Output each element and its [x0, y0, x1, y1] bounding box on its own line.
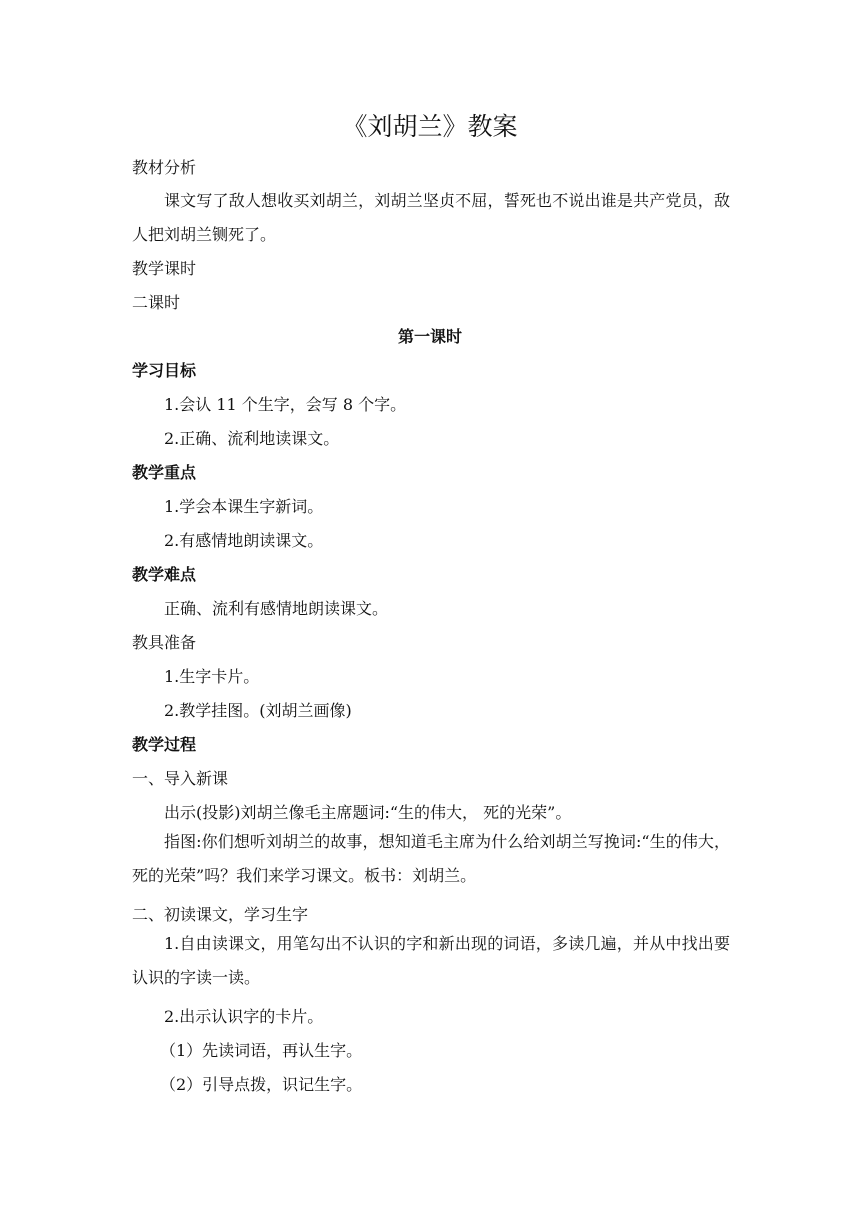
step-one-paragraph: 出示(投影)刘胡兰像毛主席题词:“生的伟大， 死的光荣”。	[164, 803, 572, 822]
lesson-one-heading: 第一课时	[397, 327, 462, 346]
class-hours-value: 二课时	[132, 293, 181, 312]
key-points-heading: 教学重点	[132, 463, 197, 482]
tool-item: 1.生字卡片。	[164, 667, 260, 686]
objective-item: 2.正确、流利地读课文。	[164, 429, 340, 448]
step-two-paragraph: 2.出示认识字的卡片。	[164, 1007, 324, 1026]
key-point-item: 1.学会本课生字新词。	[164, 497, 324, 516]
objective-item: 1.会认 11 个生字，会写 8 个字。	[164, 395, 407, 414]
difficulty-text: 正确、流利有感情地朗读课文。	[164, 599, 389, 618]
step-one-paragraph: 指图:你们想听刘胡兰的故事，想知道毛主席为什么给刘胡兰写挽词:“生的伟大， 死的光荣”吗？我们来学习课文。板书：刘胡兰。	[132, 832, 730, 885]
tool-item: 2.教学挂图。(刘胡兰画像)	[164, 701, 352, 720]
material-analysis-heading: 教材分析	[132, 158, 197, 177]
class-hours-heading: 教学课时	[132, 259, 197, 278]
step-two-sub-item: （2）引导点拨，识记生字。	[160, 1075, 363, 1094]
key-point-item: 2.有感情地朗读课文。	[164, 531, 324, 550]
step-two-sub-item: （1）先读词语，再认生字。	[160, 1041, 363, 1060]
objectives-heading: 学习目标	[132, 361, 197, 380]
process-heading: 教学过程	[132, 735, 197, 754]
tools-heading: 教具准备	[132, 633, 197, 652]
step-two-heading: 二、初读课文，学习生字	[132, 905, 309, 924]
material-analysis-text: 课文写了敌人想收买刘胡兰，刘胡兰坚贞不屈，誓死也不说出谁是共产党员，敌人把刘胡兰铡死了。	[132, 191, 730, 244]
difficulty-heading: 教学难点	[132, 565, 197, 584]
step-one-heading: 一、导入新课	[132, 769, 229, 788]
document-title: 《刘胡兰》教案	[342, 112, 518, 141]
step-two-paragraph: 1.自由读课文，用笔勾出不认识的字和新出现的词语，多读几遍，并从中找出要认识的字读一读。	[132, 934, 730, 987]
